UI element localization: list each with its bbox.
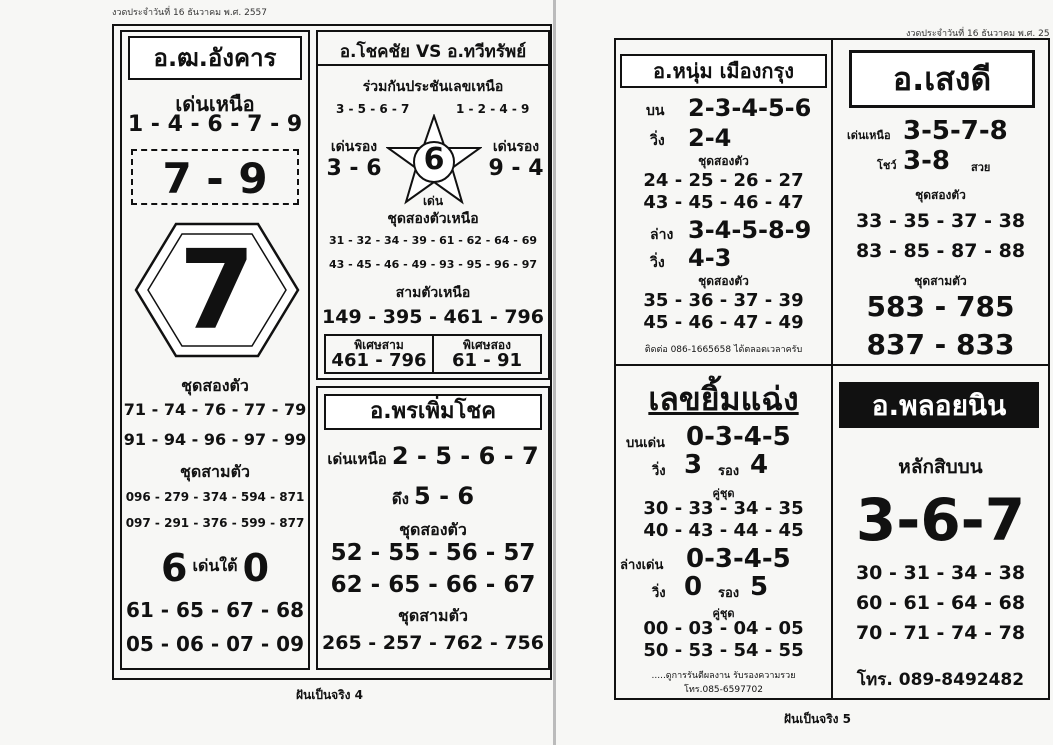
- col2-bottom-panel: [316, 386, 550, 670]
- right-page-header: งวดประจำวันที่ 16 ธันวาคม พ.ศ. 25: [906, 29, 1050, 39]
- col1-label-top: เด่นเหนือ: [175, 92, 255, 116]
- col1-bottom-row-1: 61 - 65 - 67 - 68: [125, 598, 304, 622]
- tr-three-row-2: 837 - 833: [866, 328, 1015, 361]
- col2-bottom-pull-label: ดึง: [391, 490, 409, 508]
- col1-three-row-2: 097 - 291 - 376 - 599 - 877: [125, 516, 305, 530]
- tl-run-value: 2-4: [688, 124, 732, 152]
- br-title: อ.พลอยนิน: [839, 382, 1039, 428]
- col2-star-digit: 6: [423, 142, 445, 177]
- tl-contact: ติดต่อ 086-1665658 ได้ตลอดเวลาครับ: [644, 345, 803, 355]
- col2-right-label: เด่นรอง: [492, 139, 540, 155]
- tr-beauty-label: สวย: [971, 161, 991, 174]
- col2-two-row-1: 31 - 32 - 34 - 39 - 61 - 62 - 64 - 69: [328, 234, 538, 247]
- bl-lower-label: ล่างเด่น: [620, 558, 664, 573]
- bl-note: .....ดูการรันตีผลงาน รับรองความรวย: [651, 671, 796, 681]
- col1-numbers-top: 1 - 4 - 6 - 7 - 9: [127, 112, 303, 137]
- col2-bottom-three-label: ชุดสามตัว: [398, 606, 468, 625]
- tl-two-label: ชุดสองตัว: [698, 154, 749, 168]
- col2-bottom-two-label: ชุดสองตัว: [399, 520, 467, 539]
- tl-two-row-2: 43 - 45 - 46 - 47: [643, 192, 804, 213]
- col2-two-row-2: 43 - 45 - 46 - 49 - 93 - 95 - 96 - 97: [328, 258, 538, 271]
- col1-label-three: ชุดสามตัว: [180, 462, 250, 481]
- tr-top-value: 3-5-7-8: [903, 116, 1008, 146]
- br-panel: [833, 366, 1048, 698]
- col1-bottom-row-2: 05 - 06 - 07 - 09: [125, 632, 304, 656]
- bl-second2-label: รอง: [718, 586, 740, 601]
- col2-bottom-three-row: 265 - 257 - 762 - 756: [322, 632, 544, 654]
- bl-run-label: วิ่ง: [652, 464, 666, 479]
- right-page: [556, 0, 1053, 745]
- tr-two-label: ชุดสองตัว: [915, 188, 966, 202]
- bl-second-digit: 4: [750, 450, 769, 480]
- col1-hexagon-digit: 7: [178, 226, 256, 354]
- tr-two-row-2: 83 - 85 - 87 - 88: [855, 240, 1026, 262]
- bl-run2-label: วิ่ง: [652, 586, 666, 601]
- tl-two2-label: ชุดสองตัว: [698, 274, 749, 288]
- tl-title: อ.หนุ่ม เมืองกรุง: [620, 54, 827, 88]
- col2-special-box: [324, 334, 542, 374]
- bl-pair2-row-2: 50 - 53 - 54 - 55: [643, 640, 804, 661]
- left-page-header: งวดประจำวันที่ 16 ธันวาคม พ.ศ. 2557: [112, 8, 268, 18]
- bl-lower-value: 0-3-4-5: [686, 544, 791, 574]
- col2-two-label: ชุดสองตัวเหนือ: [387, 211, 479, 227]
- col1-three-row-1: 096 - 279 - 374 - 594 - 871: [125, 490, 305, 504]
- br-row-2: 60 - 61 - 64 - 68: [855, 592, 1026, 614]
- tr-panel: [833, 40, 1048, 362]
- bl-pair-label: คู่ชุด: [712, 487, 735, 500]
- bl-second-label: รอง: [718, 464, 740, 479]
- bl-run2-digit: 0: [684, 572, 703, 602]
- col2-special-left-value: 461 - 796: [331, 350, 427, 371]
- bl-run-digit: 3: [684, 450, 703, 480]
- col1-two-row-1: 71 - 74 - 76 - 77 - 79: [123, 400, 307, 419]
- bl-upper-label: บนเด่น: [626, 436, 665, 451]
- tl-panel: [616, 40, 831, 362]
- tr-three-label: ชุดสามตัว: [914, 274, 967, 288]
- bl-phone: โทร.085-6597702: [684, 685, 763, 695]
- col2-bottom-pull-value: 5 - 6: [414, 482, 475, 510]
- col2-bottom-pull-line: [318, 482, 548, 511]
- col1-dashed-box: 7 - 9: [131, 149, 299, 205]
- bl-pair2-row-1: 00 - 03 - 04 - 05: [643, 618, 804, 639]
- col2-special-left-label: พิเศษสาม: [354, 338, 404, 352]
- tl-lower-label: ล่าง: [650, 227, 674, 243]
- tl-upper-label: บน: [646, 103, 665, 119]
- col2-three-row: 149 - 395 - 461 - 796: [322, 306, 544, 328]
- bl-pair-row-2: 40 - 43 - 44 - 45: [643, 520, 804, 541]
- col2-star-label: เด่น: [422, 194, 444, 208]
- tl-two2-row-1: 35 - 36 - 37 - 39: [643, 290, 804, 311]
- col2-right-set: 1 - 2 - 4 - 9: [456, 102, 530, 116]
- col2-right-value: 9 - 4: [488, 156, 544, 181]
- col2-bottom-top-value: 2 - 5 - 6 - 7: [391, 442, 539, 470]
- col2-special-right-label: พิเศษสอง: [463, 338, 511, 352]
- col2-top-panel: [316, 30, 550, 380]
- right-page-footer: ฝันเป็นจริง 5: [784, 712, 852, 726]
- bl-panel: [616, 366, 831, 698]
- bl-pair2-label: คู่ชุด: [712, 607, 735, 620]
- col2-top-title: อ.โชคชัย VS อ.ทวีทรัพย์: [339, 42, 527, 62]
- tr-three-row-1: 583 - 785: [866, 290, 1015, 323]
- tr-two-row-1: 33 - 35 - 37 - 38: [855, 210, 1026, 232]
- col1-panel: [120, 30, 310, 670]
- tl-run2-value: 4-3: [688, 244, 732, 272]
- col2-bottom-two-row-2: 62 - 65 - 66 - 67: [330, 572, 536, 598]
- col2-left-label: เด่นรอง: [330, 139, 378, 155]
- tr-label-top: เด่นเหนือ: [847, 129, 891, 142]
- left-page-footer: ฝันเป็นจริง 4: [296, 688, 364, 702]
- col2-top-divider: [318, 64, 548, 66]
- tr-show-label: โชว์: [877, 159, 897, 172]
- col1-label-two: ชุดสองตัว: [181, 376, 249, 395]
- col2-bottom-top-line: [318, 442, 548, 471]
- col1-main-label: เด่นใต้: [192, 556, 238, 575]
- br-subtitle: หลักสิบบน: [898, 456, 983, 478]
- col2-bottom-title: อ.พรเพิ่มโชค: [324, 394, 542, 430]
- tl-upper-value: 2-3-4-5-6: [688, 94, 812, 122]
- col2-top-subtitle: ร่วมกันประชันเลขเหนือ: [362, 79, 504, 95]
- tr-show-value: 3-8: [903, 146, 950, 176]
- bl-second2-digit: 5: [750, 572, 769, 602]
- col2-bottom-label-top: เด่นเหนือ: [327, 450, 387, 468]
- br-row-3: 70 - 71 - 74 - 78: [855, 622, 1026, 644]
- col1-second-digit: 0: [242, 546, 270, 590]
- bl-upper-value: 0-3-4-5: [686, 422, 791, 452]
- tl-two-row-1: 24 - 25 - 26 - 27: [643, 170, 804, 191]
- col1-main-line: [122, 546, 308, 590]
- col2-bottom-two-row-1: 52 - 55 - 56 - 57: [330, 540, 536, 566]
- col2-left-value: 3 - 6: [326, 156, 382, 181]
- tl-lower-value: 3-4-5-8-9: [688, 216, 812, 244]
- tl-run2-label: วิ่ง: [650, 255, 665, 271]
- col1-two-row-2: 91 - 94 - 96 - 97 - 99: [123, 430, 307, 449]
- bl-pair-row-1: 30 - 33 - 34 - 35: [643, 498, 804, 519]
- bl-title: เลขยิ้มแฉ่ง: [648, 380, 799, 418]
- tr-title: อ.เสงดี: [849, 50, 1035, 108]
- tl-two2-row-2: 45 - 46 - 47 - 49: [643, 312, 804, 333]
- col2-left-set: 3 - 5 - 6 - 7: [336, 102, 410, 116]
- tl-run-label: วิ่ง: [650, 133, 665, 149]
- col2-three-label: สามตัวเหนือ: [395, 285, 471, 301]
- col1-main-digit: 6: [160, 546, 188, 590]
- col1-title: อ.ฒ.อังคาร: [128, 36, 302, 80]
- br-phone: โทร. 089-8492482: [856, 670, 1025, 690]
- col2-special-right-value: 61 - 91: [451, 350, 523, 371]
- br-main-value: 3-6-7: [855, 486, 1026, 554]
- br-row-1: 30 - 31 - 34 - 38: [855, 562, 1026, 584]
